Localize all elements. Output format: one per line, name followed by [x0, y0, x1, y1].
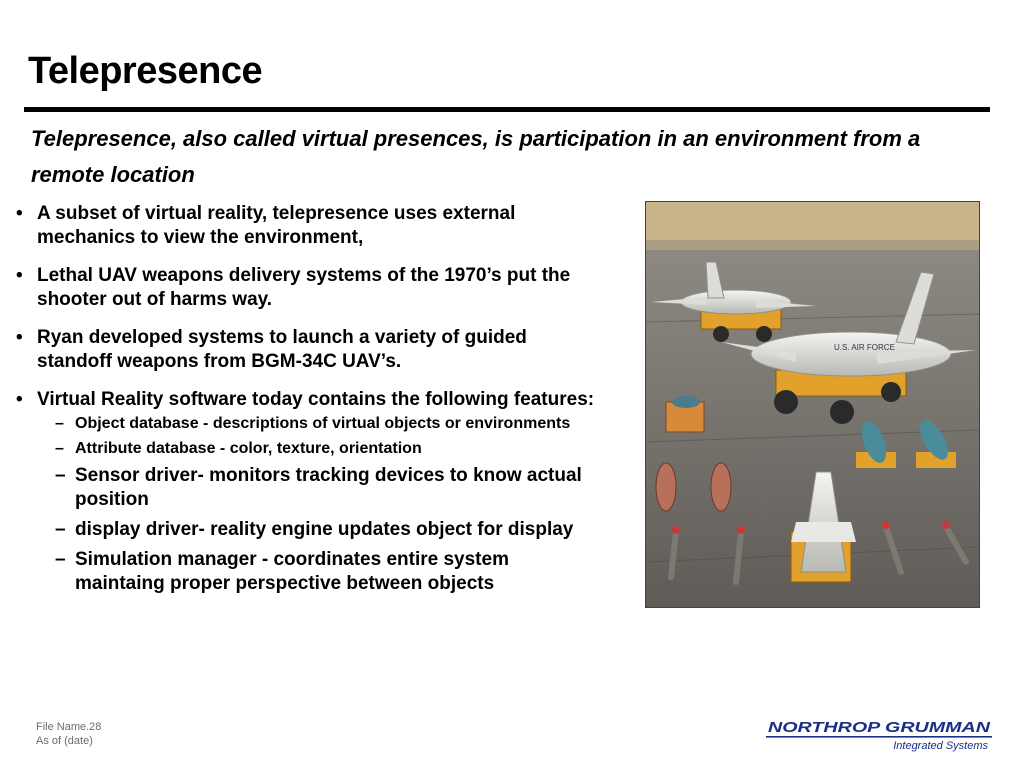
sub-bullet-item [37, 518, 596, 542]
sub-bullet-text: Sensor driver- monitors tracking devices to know actual position [75, 465, 582, 510]
sub-bullet-text: Object database - descriptions of virtual objects or environments [75, 415, 571, 432]
dash-icon: – [55, 440, 64, 457]
sub-bullet-text: Attribute database - color, texture, orientation [75, 440, 422, 457]
bullet-icon: • [16, 265, 23, 286]
sub-bullet-item [37, 464, 596, 512]
bullet-icon: • [16, 389, 23, 410]
dash-icon: – [55, 415, 64, 432]
bullet-icon: • [16, 327, 23, 348]
sub-bullet-list [37, 414, 596, 596]
company-logo [766, 718, 992, 754]
title-divider [24, 107, 990, 112]
bullet-list [16, 202, 596, 610]
bullet-item [16, 264, 596, 312]
bullet-text: A subset of virtual reality, telepresence uses external mechanics to view the environment, [37, 203, 516, 248]
bullet-item [16, 388, 596, 596]
dash-icon: – [55, 465, 66, 486]
logo-division: Integrated Systems [893, 740, 988, 752]
footer-date: As of (date) [36, 735, 93, 747]
slide-title: Telepresence [28, 50, 263, 92]
bullet-icon: • [16, 203, 23, 224]
drone-marking: U.S. AIR FORCE [834, 343, 895, 352]
sub-bullet-item [37, 439, 596, 459]
sub-bullet-item [37, 548, 596, 596]
sub-bullet-text: Simulation manager - coordinates entire system maintaing proper perspective between objects [75, 549, 509, 594]
bullet-text: Lethal UAV weapons delivery systems of the 1970’s put the shooter out of harms way. [37, 265, 571, 310]
slide-subtitle: Telepresence, also called virtual presences, is participation in an environment from a remote location [31, 126, 921, 187]
uav-weapons-photo [645, 201, 980, 608]
dash-icon: – [55, 549, 66, 570]
sub-bullet-item [37, 414, 596, 434]
footer-file-name: File Name.28 [36, 721, 102, 733]
bullet-text: Ryan developed systems to launch a variety of guided standoff weapons from BGM-34C UAV’s. [37, 327, 527, 372]
footer [36, 720, 101, 748]
dash-icon: – [55, 519, 66, 540]
bullet-text: Virtual Reality software today contains the following features: [37, 389, 595, 410]
bullet-item [16, 326, 596, 374]
sub-bullet-text: display driver- reality engine updates object for display [75, 519, 574, 540]
logo-wordmark: NORTHROP GRUMMAN [768, 719, 992, 736]
bullet-item [16, 202, 596, 250]
